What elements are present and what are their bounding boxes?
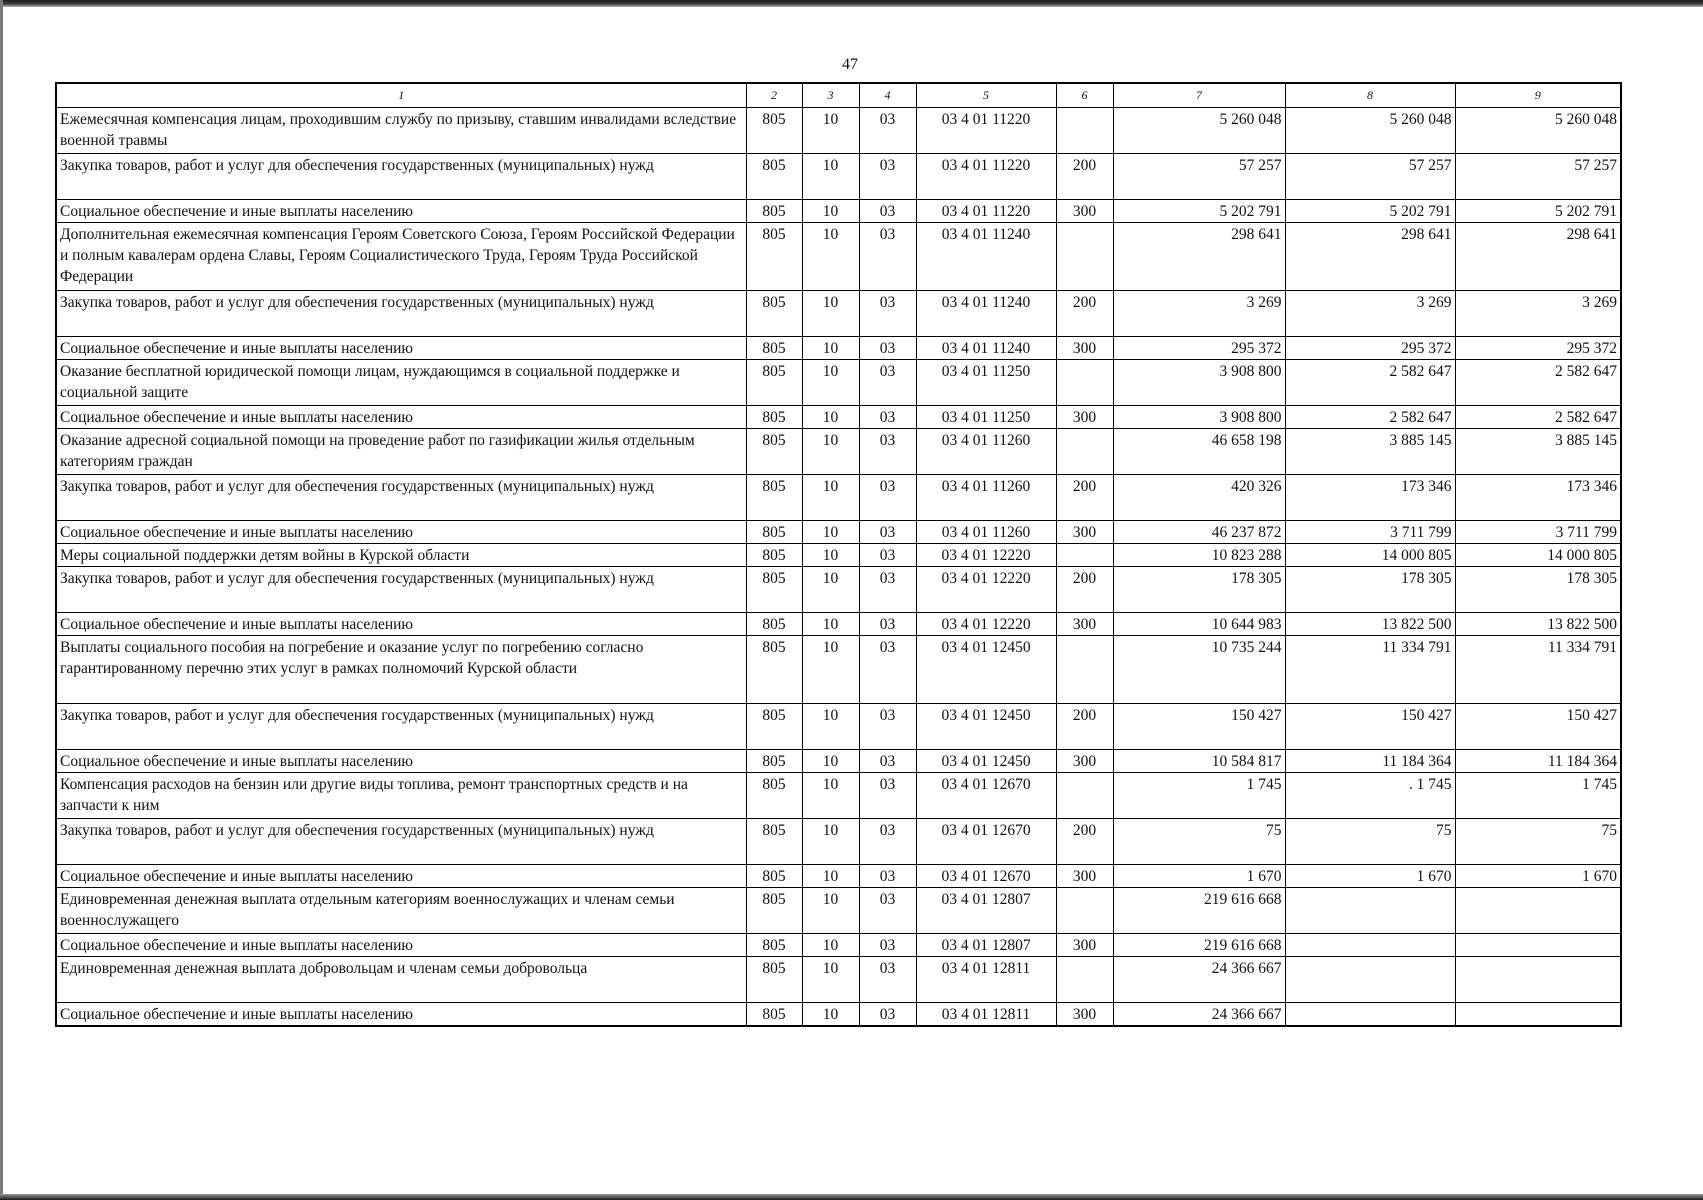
expense-type-cell: 300 [1056, 1003, 1113, 1027]
amount-col7-cell: 1 670 [1113, 865, 1285, 888]
amount-col9-cell: 11 334 791 [1455, 636, 1621, 704]
chapter-code-cell: 10 [802, 337, 859, 360]
chapter-code-cell: 10 [802, 108, 859, 154]
table-row [56, 521, 1621, 544]
expense-type-cell: 200 [1056, 819, 1113, 865]
subchapter-code-cell: 03 [859, 567, 916, 613]
amount-col8-cell: 11 334 791 [1285, 636, 1455, 704]
subchapter-code-cell: 03 [859, 223, 916, 291]
table-row [56, 934, 1621, 957]
amount-col9-cell: 1 745 [1455, 773, 1621, 819]
expense-type-cell: 300 [1056, 200, 1113, 223]
amount-col7-cell: 295 372 [1113, 337, 1285, 360]
budget-table [55, 82, 1622, 1027]
amount-col9-cell: 57 257 [1455, 154, 1621, 200]
target-article-cell: 03 4 01 12220 [916, 544, 1056, 567]
name-cell: Оказание адресной социальной помощи на проведение работ по газификации жилья отдельным категориям граждан [56, 429, 746, 475]
header-cell: 8 [1285, 83, 1455, 108]
section-code-cell: 805 [746, 957, 802, 1003]
table-row [56, 291, 1621, 337]
amount-col7-cell: 3 908 800 [1113, 406, 1285, 429]
subchapter-code-cell: 03 [859, 934, 916, 957]
amount-col7-cell: 24 366 667 [1113, 957, 1285, 1003]
name-cell: Меры социальной поддержки детям войны в Курской области [56, 544, 746, 567]
subchapter-code-cell: 03 [859, 613, 916, 636]
subchapter-code-cell: 03 [859, 750, 916, 773]
section-code-cell: 805 [746, 406, 802, 429]
subchapter-code-cell: 03 [859, 1003, 916, 1027]
name-cell: Выплаты социального пособия на погребение и оказание услуг по погребению согласно гарантированному перечню этих услуг в рамках полномочий Курской области [56, 636, 746, 704]
chapter-code-cell: 10 [802, 360, 859, 406]
expense-type-cell [1056, 957, 1113, 1003]
subchapter-code-cell: 03 [859, 429, 916, 475]
target-article-cell: 03 4 01 11220 [916, 200, 1056, 223]
amount-col9-cell: 13 822 500 [1455, 613, 1621, 636]
amount-col8-cell: 1 670 [1285, 865, 1455, 888]
chapter-code-cell: 10 [802, 544, 859, 567]
target-article-cell: 03 4 01 11250 [916, 360, 1056, 406]
scan-edge-bottom [0, 1194, 1703, 1200]
subchapter-code-cell: 03 [859, 819, 916, 865]
amount-col7-cell: 298 641 [1113, 223, 1285, 291]
section-code-cell: 805 [746, 475, 802, 521]
amount-col8-cell: 3 269 [1285, 291, 1455, 337]
table-row [56, 429, 1621, 475]
name-cell: Социальное обеспечение и иные выплаты населению [56, 1003, 746, 1027]
expense-type-cell [1056, 636, 1113, 704]
scan-edge-left [0, 0, 3, 1200]
amount-col8-cell: 2 582 647 [1285, 360, 1455, 406]
amount-col7-cell: 10 735 244 [1113, 636, 1285, 704]
chapter-code-cell: 10 [802, 934, 859, 957]
subchapter-code-cell: 03 [859, 291, 916, 337]
amount-col7-cell: 10 823 288 [1113, 544, 1285, 567]
subchapter-code-cell: 03 [859, 406, 916, 429]
subchapter-code-cell: 03 [859, 888, 916, 934]
header-cell: 5 [916, 83, 1056, 108]
expense-type-cell: 200 [1056, 475, 1113, 521]
table-row [56, 957, 1621, 1003]
target-article-cell: 03 4 01 12450 [916, 704, 1056, 750]
name-cell: Социальное обеспечение и иные выплаты населению [56, 521, 746, 544]
subchapter-code-cell: 03 [859, 521, 916, 544]
name-cell: Социальное обеспечение и иные выплаты населению [56, 750, 746, 773]
table-row [56, 819, 1621, 865]
expense-type-cell: 200 [1056, 291, 1113, 337]
amount-col8-cell: 2 582 647 [1285, 406, 1455, 429]
section-code-cell: 805 [746, 223, 802, 291]
target-article-cell: 03 4 01 12450 [916, 750, 1056, 773]
name-cell: Компенсация расходов на бензин или другие виды топлива, ремонт транспортных средств и на запчасти к ним [56, 773, 746, 819]
section-code-cell: 805 [746, 429, 802, 475]
amount-col7-cell: 24 366 667 [1113, 1003, 1285, 1027]
table-row [56, 750, 1621, 773]
section-code-cell: 805 [746, 567, 802, 613]
amount-col8-cell: 75 [1285, 819, 1455, 865]
expense-type-cell: 300 [1056, 865, 1113, 888]
section-code-cell: 805 [746, 544, 802, 567]
amount-col9-cell: 150 427 [1455, 704, 1621, 750]
name-cell: Социальное обеспечение и иные выплаты населению [56, 613, 746, 636]
table-body [56, 108, 1621, 1027]
amount-col7-cell: 75 [1113, 819, 1285, 865]
section-code-cell: 805 [746, 154, 802, 200]
expense-type-cell [1056, 223, 1113, 291]
amount-col8-cell: 3 885 145 [1285, 429, 1455, 475]
name-cell: Закупка товаров, работ и услуг для обеспечения государственных (муниципальных) нужд [56, 819, 746, 865]
subchapter-code-cell: 03 [859, 544, 916, 567]
page-number: 47 [842, 56, 858, 73]
amount-col7-cell: 57 257 [1113, 154, 1285, 200]
amount-col7-cell: 46 237 872 [1113, 521, 1285, 544]
amount-col9-cell: 2 582 647 [1455, 406, 1621, 429]
expense-type-cell: 200 [1056, 154, 1113, 200]
section-code-cell: 805 [746, 521, 802, 544]
amount-col7-cell: 3 908 800 [1113, 360, 1285, 406]
amount-col7-cell: 3 269 [1113, 291, 1285, 337]
expense-type-cell [1056, 888, 1113, 934]
name-cell: Дополнительная ежемесячная компенсация Героям Советского Союза, Героям Российской Федерации и полным кавалерам ордена Славы, Героям Социалистического Труда, Героям Труда Российской Федерации [56, 223, 746, 291]
chapter-code-cell: 10 [802, 406, 859, 429]
section-code-cell: 805 [746, 819, 802, 865]
chapter-code-cell: 10 [802, 1003, 859, 1027]
table-row [56, 888, 1621, 934]
target-article-cell: 03 4 01 11240 [916, 223, 1056, 291]
expense-type-cell [1056, 773, 1113, 819]
expense-type-cell: 300 [1056, 750, 1113, 773]
amount-col9-cell: 3 711 799 [1455, 521, 1621, 544]
target-article-cell: 03 4 01 11260 [916, 475, 1056, 521]
header-cell: 3 [802, 83, 859, 108]
amount-col8-cell: 173 346 [1285, 475, 1455, 521]
chapter-code-cell: 10 [802, 567, 859, 613]
section-code-cell: 805 [746, 337, 802, 360]
target-article-cell: 03 4 01 11240 [916, 337, 1056, 360]
header-cell: 4 [859, 83, 916, 108]
target-article-cell: 03 4 01 11220 [916, 154, 1056, 200]
target-article-cell: 03 4 01 12220 [916, 567, 1056, 613]
amount-col9-cell: 3 885 145 [1455, 429, 1621, 475]
section-code-cell: 805 [746, 934, 802, 957]
amount-col7-cell: 420 326 [1113, 475, 1285, 521]
amount-col9-cell: 5 202 791 [1455, 200, 1621, 223]
amount-col8-cell [1285, 1003, 1455, 1027]
expense-type-cell: 300 [1056, 337, 1113, 360]
scan-edge-top [0, 0, 1703, 7]
section-code-cell: 805 [746, 291, 802, 337]
table-row [56, 636, 1621, 704]
amount-col9-cell: 3 269 [1455, 291, 1621, 337]
section-code-cell: 805 [746, 108, 802, 154]
name-cell: Ежемесячная компенсация лицам, проходившим службу по призыву, ставшим инвалидами вследствие военной травмы [56, 108, 746, 154]
header-cell: 1 [56, 83, 746, 108]
name-cell: Закупка товаров, работ и услуг для обеспечения государственных (муниципальных) нужд [56, 567, 746, 613]
name-cell: Социальное обеспечение и иные выплаты населению [56, 934, 746, 957]
name-cell: Социальное обеспечение и иные выплаты населению [56, 200, 746, 223]
target-article-cell: 03 4 01 12811 [916, 1003, 1056, 1027]
amount-col7-cell: 219 616 668 [1113, 888, 1285, 934]
table-row [56, 567, 1621, 613]
table-row [56, 704, 1621, 750]
amount-col8-cell: 150 427 [1285, 704, 1455, 750]
section-code-cell: 805 [746, 773, 802, 819]
amount-col8-cell: 11 184 364 [1285, 750, 1455, 773]
name-cell: Единовременная денежная выплата добровольцам и членам семьи добровольца [56, 957, 746, 1003]
expense-type-cell [1056, 429, 1113, 475]
name-cell: Социальное обеспечение и иные выплаты населению [56, 406, 746, 429]
amount-col9-cell: 178 305 [1455, 567, 1621, 613]
expense-type-cell: 200 [1056, 704, 1113, 750]
table-row [56, 1003, 1621, 1027]
table-row [56, 223, 1621, 291]
name-cell: Единовременная денежная выплата отдельным категориям военнослужащих и членам семьи военнослужащего [56, 888, 746, 934]
chapter-code-cell: 10 [802, 613, 859, 636]
chapter-code-cell: 10 [802, 154, 859, 200]
target-article-cell: 03 4 01 12670 [916, 773, 1056, 819]
subchapter-code-cell: 03 [859, 108, 916, 154]
chapter-code-cell: 10 [802, 819, 859, 865]
amount-col9-cell: 1 670 [1455, 865, 1621, 888]
amount-col8-cell: 14 000 805 [1285, 544, 1455, 567]
amount-col9-cell: 14 000 805 [1455, 544, 1621, 567]
target-article-cell: 03 4 01 12220 [916, 613, 1056, 636]
chapter-code-cell: 10 [802, 223, 859, 291]
subchapter-code-cell: 03 [859, 773, 916, 819]
name-cell: Оказание бесплатной юридической помощи лицам, нуждающимся в социальной поддержке и социальной защите [56, 360, 746, 406]
expense-type-cell: 300 [1056, 613, 1113, 636]
amount-col9-cell [1455, 1003, 1621, 1027]
expense-type-cell: 300 [1056, 521, 1113, 544]
target-article-cell: 03 4 01 12670 [916, 819, 1056, 865]
chapter-code-cell: 10 [802, 957, 859, 1003]
table-row [56, 337, 1621, 360]
amount-col9-cell: 2 582 647 [1455, 360, 1621, 406]
table-row [56, 154, 1621, 200]
amount-col7-cell: 150 427 [1113, 704, 1285, 750]
header-cell: 7 [1113, 83, 1285, 108]
name-cell: Социальное обеспечение и иные выплаты населению [56, 337, 746, 360]
section-code-cell: 805 [746, 200, 802, 223]
amount-col8-cell: 178 305 [1285, 567, 1455, 613]
target-article-cell: 03 4 01 12811 [916, 957, 1056, 1003]
subchapter-code-cell: 03 [859, 704, 916, 750]
amount-col9-cell: 298 641 [1455, 223, 1621, 291]
section-code-cell: 805 [746, 1003, 802, 1027]
amount-col7-cell: 1 745 [1113, 773, 1285, 819]
amount-col9-cell [1455, 957, 1621, 1003]
section-code-cell: 805 [746, 704, 802, 750]
section-code-cell: 805 [746, 888, 802, 934]
amount-col8-cell: 57 257 [1285, 154, 1455, 200]
amount-col8-cell: 3 711 799 [1285, 521, 1455, 544]
table-row [56, 773, 1621, 819]
amount-col7-cell: 46 658 198 [1113, 429, 1285, 475]
expense-type-cell [1056, 108, 1113, 154]
target-article-cell: 03 4 01 11220 [916, 108, 1056, 154]
amount-col8-cell [1285, 957, 1455, 1003]
subchapter-code-cell: 03 [859, 337, 916, 360]
amount-col9-cell: 173 346 [1455, 475, 1621, 521]
amount-col8-cell: 298 641 [1285, 223, 1455, 291]
amount-col8-cell: 5 260 048 [1285, 108, 1455, 154]
table-row [56, 360, 1621, 406]
amount-col7-cell: 178 305 [1113, 567, 1285, 613]
amount-col7-cell: 5 202 791 [1113, 200, 1285, 223]
expense-type-cell: 200 [1056, 567, 1113, 613]
chapter-code-cell: 10 [802, 750, 859, 773]
section-code-cell: 805 [746, 360, 802, 406]
subchapter-code-cell: 03 [859, 475, 916, 521]
target-article-cell: 03 4 01 11240 [916, 291, 1056, 337]
chapter-code-cell: 10 [802, 429, 859, 475]
section-code-cell: 805 [746, 613, 802, 636]
amount-col9-cell [1455, 888, 1621, 934]
amount-col9-cell: 295 372 [1455, 337, 1621, 360]
chapter-code-cell: 10 [802, 865, 859, 888]
section-code-cell: 805 [746, 750, 802, 773]
subchapter-code-cell: 03 [859, 154, 916, 200]
expense-type-cell [1056, 544, 1113, 567]
amount-col8-cell: 13 822 500 [1285, 613, 1455, 636]
subchapter-code-cell: 03 [859, 636, 916, 704]
header-cell: 2 [746, 83, 802, 108]
section-code-cell: 805 [746, 636, 802, 704]
header-cell: 6 [1056, 83, 1113, 108]
chapter-code-cell: 10 [802, 704, 859, 750]
target-article-cell: 03 4 01 11250 [916, 406, 1056, 429]
name-cell: Закупка товаров, работ и услуг для обеспечения государственных (муниципальных) нужд [56, 154, 746, 200]
amount-col8-cell: . 1 745 [1285, 773, 1455, 819]
table-row [56, 475, 1621, 521]
expense-type-cell: 300 [1056, 406, 1113, 429]
table-row [56, 406, 1621, 429]
chapter-code-cell: 10 [802, 291, 859, 337]
chapter-code-cell: 10 [802, 888, 859, 934]
table-row [56, 200, 1621, 223]
table-row [56, 613, 1621, 636]
amount-col8-cell [1285, 888, 1455, 934]
amount-col9-cell: 5 260 048 [1455, 108, 1621, 154]
target-article-cell: 03 4 01 12807 [916, 934, 1056, 957]
section-code-cell: 805 [746, 865, 802, 888]
target-article-cell: 03 4 01 12807 [916, 888, 1056, 934]
chapter-code-cell: 10 [802, 636, 859, 704]
expense-type-cell: 300 [1056, 934, 1113, 957]
name-cell: Закупка товаров, работ и услуг для обеспечения государственных (муниципальных) нужд [56, 704, 746, 750]
target-article-cell: 03 4 01 11260 [916, 429, 1056, 475]
name-cell: Закупка товаров, работ и услуг для обеспечения государственных (муниципальных) нужд [56, 291, 746, 337]
amount-col9-cell [1455, 934, 1621, 957]
amount-col8-cell [1285, 934, 1455, 957]
amount-col7-cell: 219 616 668 [1113, 934, 1285, 957]
chapter-code-cell: 10 [802, 773, 859, 819]
name-cell: Социальное обеспечение и иные выплаты населению [56, 865, 746, 888]
chapter-code-cell: 10 [802, 200, 859, 223]
amount-col9-cell: 11 184 364 [1455, 750, 1621, 773]
header-cell: 9 [1455, 83, 1621, 108]
amount-col7-cell: 10 644 983 [1113, 613, 1285, 636]
table-row [56, 544, 1621, 567]
chapter-code-cell: 10 [802, 521, 859, 544]
table-row [56, 108, 1621, 154]
table-row [56, 865, 1621, 888]
target-article-cell: 03 4 01 12670 [916, 865, 1056, 888]
subchapter-code-cell: 03 [859, 865, 916, 888]
subchapter-code-cell: 03 [859, 200, 916, 223]
header-row [56, 83, 1621, 108]
chapter-code-cell: 10 [802, 475, 859, 521]
amount-col9-cell: 75 [1455, 819, 1621, 865]
target-article-cell: 03 4 01 11260 [916, 521, 1056, 544]
expense-type-cell [1056, 360, 1113, 406]
amount-col7-cell: 10 584 817 [1113, 750, 1285, 773]
name-cell: Закупка товаров, работ и услуг для обеспечения государственных (муниципальных) нужд [56, 475, 746, 521]
amount-col7-cell: 5 260 048 [1113, 108, 1285, 154]
subchapter-code-cell: 03 [859, 957, 916, 1003]
target-article-cell: 03 4 01 12450 [916, 636, 1056, 704]
subchapter-code-cell: 03 [859, 360, 916, 406]
amount-col8-cell: 5 202 791 [1285, 200, 1455, 223]
amount-col8-cell: 295 372 [1285, 337, 1455, 360]
